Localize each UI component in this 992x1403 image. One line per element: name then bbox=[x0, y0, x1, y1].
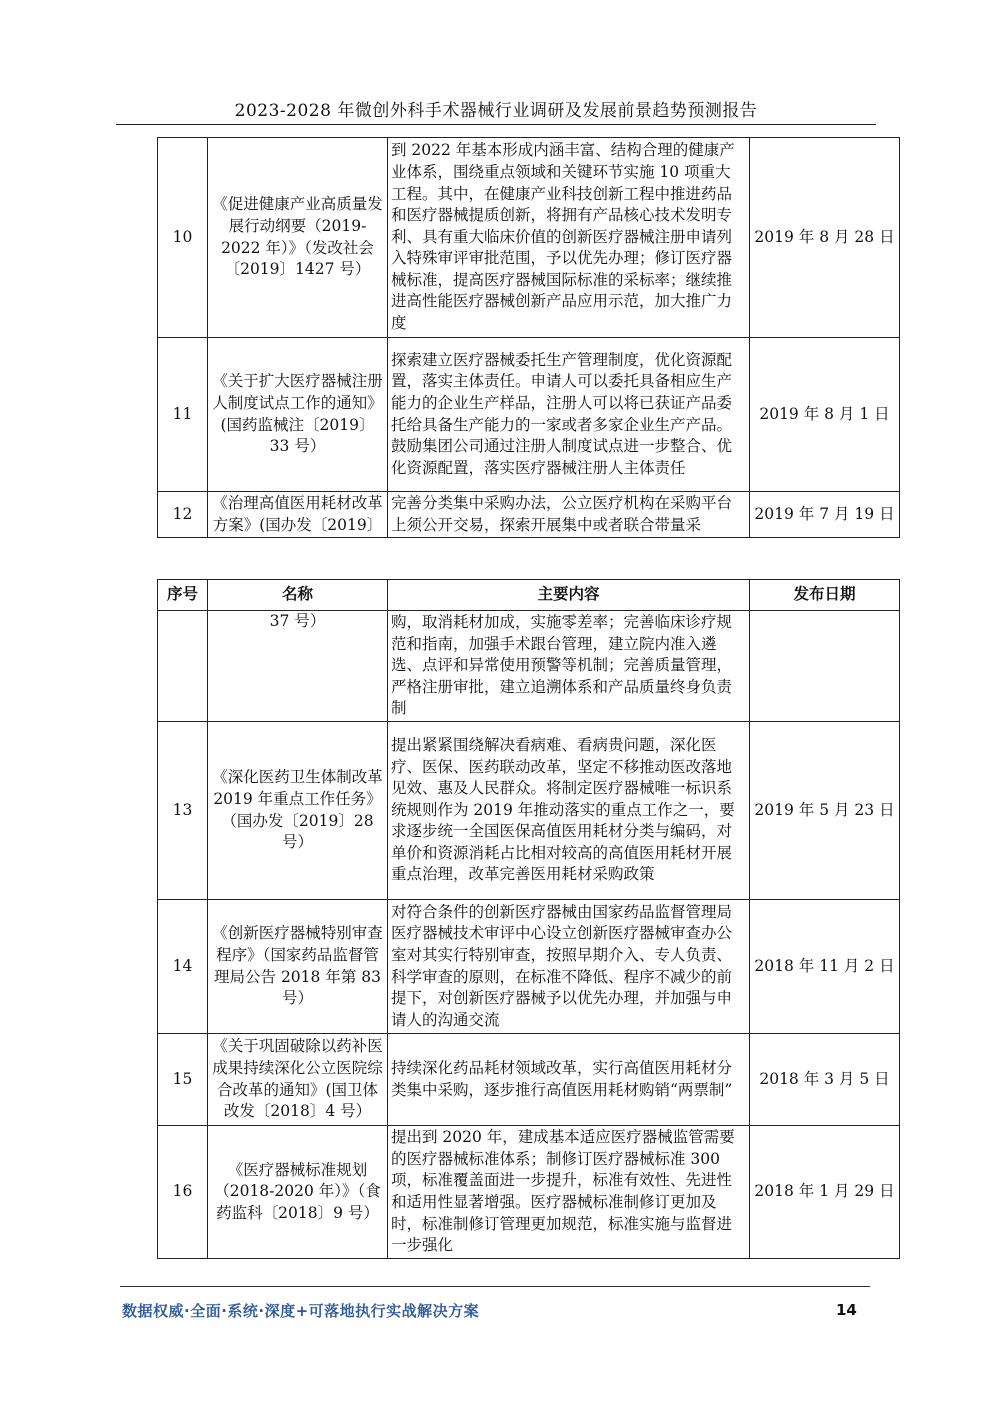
row-number bbox=[158, 611, 208, 722]
publish-date: 2019 年 7 月 19 日 bbox=[750, 492, 900, 538]
policy-name: 《医疗器械标准规划（2018-2020 年）》（食药监科〔2018〕9 号） bbox=[208, 1126, 388, 1259]
footer-slogan: 数据权威·全面·系统·深度+可落地执行实战解决方案 bbox=[122, 1302, 480, 1320]
policy-name: 《关于扩大医疗器械注册人制度试点工作的通知》(国药监械注〔2019〕33 号） bbox=[208, 338, 388, 492]
row-number: 12 bbox=[158, 492, 208, 538]
publish-date: 2019 年 8 月 28 日 bbox=[750, 138, 900, 338]
table-row bbox=[158, 900, 900, 1034]
policy-content: 探索建立医疗器械委托生产管理制度，优化资源配置，落实主体责任。申请人可以委托具备相应生产能力的企业生产样品，注册人可以将已获证产品委托给具备生产能力的一家或者多家企业生产产品。鼓励集团公司通过注册人制度试点进一步整合、优化资源配置，落实医疗器械注册人主体责任 bbox=[388, 338, 750, 492]
row-number: 13 bbox=[158, 722, 208, 900]
table-row bbox=[158, 722, 900, 900]
footer-divider bbox=[120, 1286, 870, 1287]
header-divider bbox=[116, 124, 876, 125]
table-row bbox=[158, 338, 900, 492]
policy-content: 提出紧紧围绕解决看病难、看病贵问题，深化医疗、医保、医药联动改革，坚定不移推动医改落地见效、惠及人民群众。将制定医疗器械唯一标识系统规则作为 2019 年推动落实的重点工作之一，要求逐步统一全国医保高值医用耗材分类与编码，对单价和资源消耗占比相对较高的高值医用耗材开展重点治理，改革完善医用耗材采购政策 bbox=[388, 722, 750, 900]
column-header-date: 发布日期 bbox=[750, 580, 900, 611]
column-header-content: 主要内容 bbox=[388, 580, 750, 611]
table-row bbox=[158, 611, 900, 722]
table-header-row bbox=[158, 580, 900, 611]
policy-table-continued bbox=[157, 137, 900, 538]
policy-table bbox=[157, 579, 900, 1259]
page-number: 14 bbox=[836, 1301, 857, 1319]
policy-name: 《治理高值医用耗材改革方案》(国办发〔2019〕 bbox=[208, 492, 388, 538]
policy-name: 《促进健康产业高质量发展行动纲要（2019-2022 年）》（发改社会〔2019〕1427 号） bbox=[208, 138, 388, 338]
row-number: 14 bbox=[158, 900, 208, 1034]
policy-name: 《创新医疗器械特别审查程序》（国家药品监督管理局公告 2018 年第 83 号） bbox=[208, 900, 388, 1034]
page-header-title: 2023-2028 年微创外科手术器械行业调研及发展前景趋势预测报告 bbox=[234, 101, 758, 121]
table-row bbox=[158, 138, 900, 338]
row-number: 10 bbox=[158, 138, 208, 338]
column-header-number: 序号 bbox=[158, 580, 208, 611]
row-number: 15 bbox=[158, 1034, 208, 1126]
table-row bbox=[158, 1034, 900, 1126]
row-number: 16 bbox=[158, 1126, 208, 1259]
publish-date: 2018 年 3 月 5 日 bbox=[750, 1034, 900, 1126]
policy-content: 提出到 2020 年，建成基本适应医疗器械监管需要的医疗器械标准体系；制修订医疗器械标准 300 项，标准覆盖面进一步提升，标准有效性、先进性和适用性显著增强。医疗器械标准制修订更加及时，标准制修订管理更加规范，标准实施与监督进一步强化 bbox=[388, 1126, 750, 1259]
policy-name: 《深化医药卫生体制改革 2019 年重点工作任务》（国办发〔2019〕28 号） bbox=[208, 722, 388, 900]
policy-content: 持续深化药品耗材领域改革，实行高值医用耗材分类集中采购，逐步推行高值医用耗材购销“两票制” bbox=[388, 1034, 750, 1126]
policy-content: 对符合条件的创新医疗器械由国家药品监督管理局医疗器械技术审评中心设立创新医疗器械审查办公室对其实行特别审查，按照早期介入、专人负责、科学审查的原则，在标准不降低、程序不减少的前提下，对创新医疗器械予以优先办理，并加强与申请人的沟通交流 bbox=[388, 900, 750, 1034]
policy-content: 完善分类集中采购办法，公立医疗机构在采购平台上须公开交易，探索开展集中或者联合带量采 bbox=[388, 492, 750, 538]
table-row bbox=[158, 1126, 900, 1259]
policy-content: 到 2022 年基本形成内涵丰富、结构合理的健康产业体系，围绕重点领域和关键环节实施 10 项重大工程。其中，在健康产业科技创新工程中推进药品和医疗器械提质创新，将拥有产品核心技术发明专利、具有重大临床价值的创新医疗器械注册申请列入特殊审评审批范围，予以优先办理；修订医疗器械标准，提高医疗器械国际标准的采标率；继续推进高性能医疗器械创新产品应用示范，加大推广力度 bbox=[388, 138, 750, 338]
publish-date: 2019 年 8 月 1 日 bbox=[750, 338, 900, 492]
publish-date: 2018 年 1 月 29 日 bbox=[750, 1126, 900, 1259]
publish-date bbox=[750, 611, 900, 722]
column-header-name: 名称 bbox=[208, 580, 388, 611]
policy-name: 37 号） bbox=[208, 611, 388, 722]
publish-date: 2019 年 5 月 23 日 bbox=[750, 722, 900, 900]
publish-date: 2018 年 11 月 2 日 bbox=[750, 900, 900, 1034]
policy-content: 购，取消耗材加成，实施零差率；完善临床诊疗规范和指南，加强手术跟台管理，建立院内准入遴选、点评和异常使用预警等机制；完善质量管理，严格注册审批，建立追溯体系和产品质量终身负责制 bbox=[388, 611, 750, 722]
table-row bbox=[158, 492, 900, 538]
policy-name: 《关于巩固破除以药补医成果持续深化公立医院综合改革的通知》(国卫体改发〔2018〕4 号） bbox=[208, 1034, 388, 1126]
row-number: 11 bbox=[158, 338, 208, 492]
